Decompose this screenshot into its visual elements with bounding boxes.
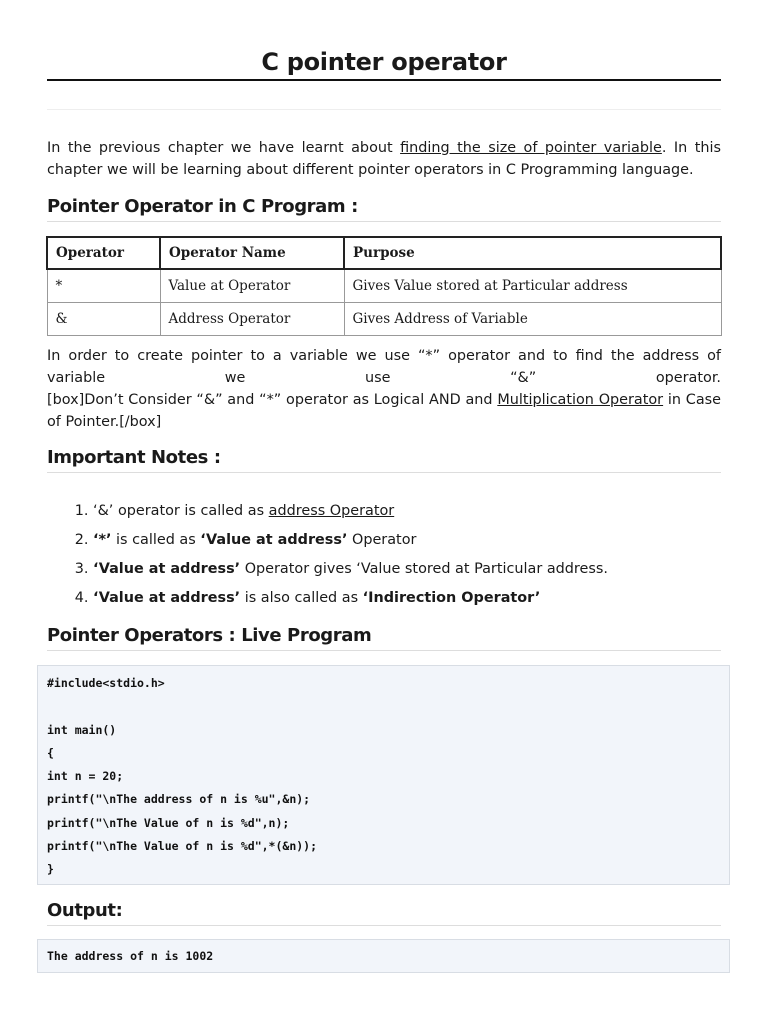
note-bold: ‘Value at address’ xyxy=(93,590,241,606)
col-header-operator-name: Operator Name xyxy=(160,237,344,269)
list-item xyxy=(93,584,767,613)
code-line: int n = 20; xyxy=(47,769,124,784)
pointer-size-link[interactable]: finding the size of pointer variable xyxy=(400,140,662,156)
table-cell: Address Operator xyxy=(160,303,344,336)
note-text: is also called as xyxy=(240,590,363,606)
notes-list xyxy=(47,497,767,613)
section-heading-important-notes: Important Notes : xyxy=(47,446,721,473)
intro-paragraph xyxy=(47,137,721,181)
title-divider xyxy=(47,79,721,81)
col-header-operator: Operator xyxy=(47,237,160,269)
intro-text: In the previous chapter we have learnt about xyxy=(47,140,401,156)
note-bold: ‘*’ xyxy=(93,532,112,548)
code-line: printf("\nThe Value of n is %d",n); xyxy=(47,815,290,830)
code-line: { xyxy=(47,745,54,760)
note-bold: ‘Value at address’ xyxy=(93,561,241,577)
section-heading-live-program: Pointer Operators : Live Program xyxy=(47,624,721,651)
section-heading-pointer-operator: Pointer Operator in C Program : xyxy=(47,195,721,222)
faint-divider xyxy=(47,109,721,110)
page-title: C pointer operator xyxy=(261,48,507,76)
code-line: #include<stdio.h> xyxy=(47,676,165,690)
code-line: int main() xyxy=(47,722,117,737)
box-note-tail: in Case of Pointer.[/box] xyxy=(47,392,721,430)
col-header-purpose: Purpose xyxy=(344,237,721,269)
table-row xyxy=(47,269,721,303)
code-block xyxy=(37,665,730,885)
note-text: Operator gives ‘Value stored at Particular address. xyxy=(240,561,608,577)
list-item xyxy=(93,497,767,526)
multiplication-operator-link[interactable]: Multiplication Operator xyxy=(497,392,664,408)
box-note-text: [box]Don’t Consider “&” and “*” operator as Logical AND and xyxy=(47,392,498,408)
list-item xyxy=(93,555,767,584)
output-block xyxy=(37,939,730,973)
code-line xyxy=(47,695,720,718)
code-line: printf("\nThe Value of n is %d",*(&n)); xyxy=(47,839,318,854)
section-heading-output: Output: xyxy=(47,899,721,926)
note-text: Operator xyxy=(347,532,417,548)
table-cell: * xyxy=(47,269,160,303)
list-item xyxy=(93,526,767,555)
note-bold: ‘Value at address’ xyxy=(200,532,348,548)
note-text: ‘&’ operator is called as xyxy=(93,503,269,519)
address-operator-link[interactable]: address Operator xyxy=(268,503,395,519)
output-line: The address of n is 1002 xyxy=(47,949,214,963)
table-cell: Gives Address of Variable xyxy=(344,303,721,336)
table-cell: Value at Operator xyxy=(160,269,344,303)
note-text: is called as xyxy=(111,532,201,548)
note-bold: ‘Indirection Operator’ xyxy=(362,590,541,606)
intro-text-tail: . In this chapter we will be learning about different pointer operators in C Programming language. xyxy=(47,140,721,178)
usage-paragraph: In order to create pointer to a variable we use “*” operator and to find the address of variable we use “&” operator. xyxy=(47,348,721,386)
table-cell: Gives Value stored at Particular address xyxy=(344,269,721,303)
table-header-row xyxy=(47,237,721,269)
box-note-paragraph xyxy=(47,389,721,433)
code-line: printf("\nThe address of n is %u",&n); xyxy=(47,792,311,807)
code-line: } xyxy=(47,862,54,877)
table-row xyxy=(47,303,721,336)
operator-table xyxy=(46,236,722,336)
table-cell: & xyxy=(47,303,160,336)
